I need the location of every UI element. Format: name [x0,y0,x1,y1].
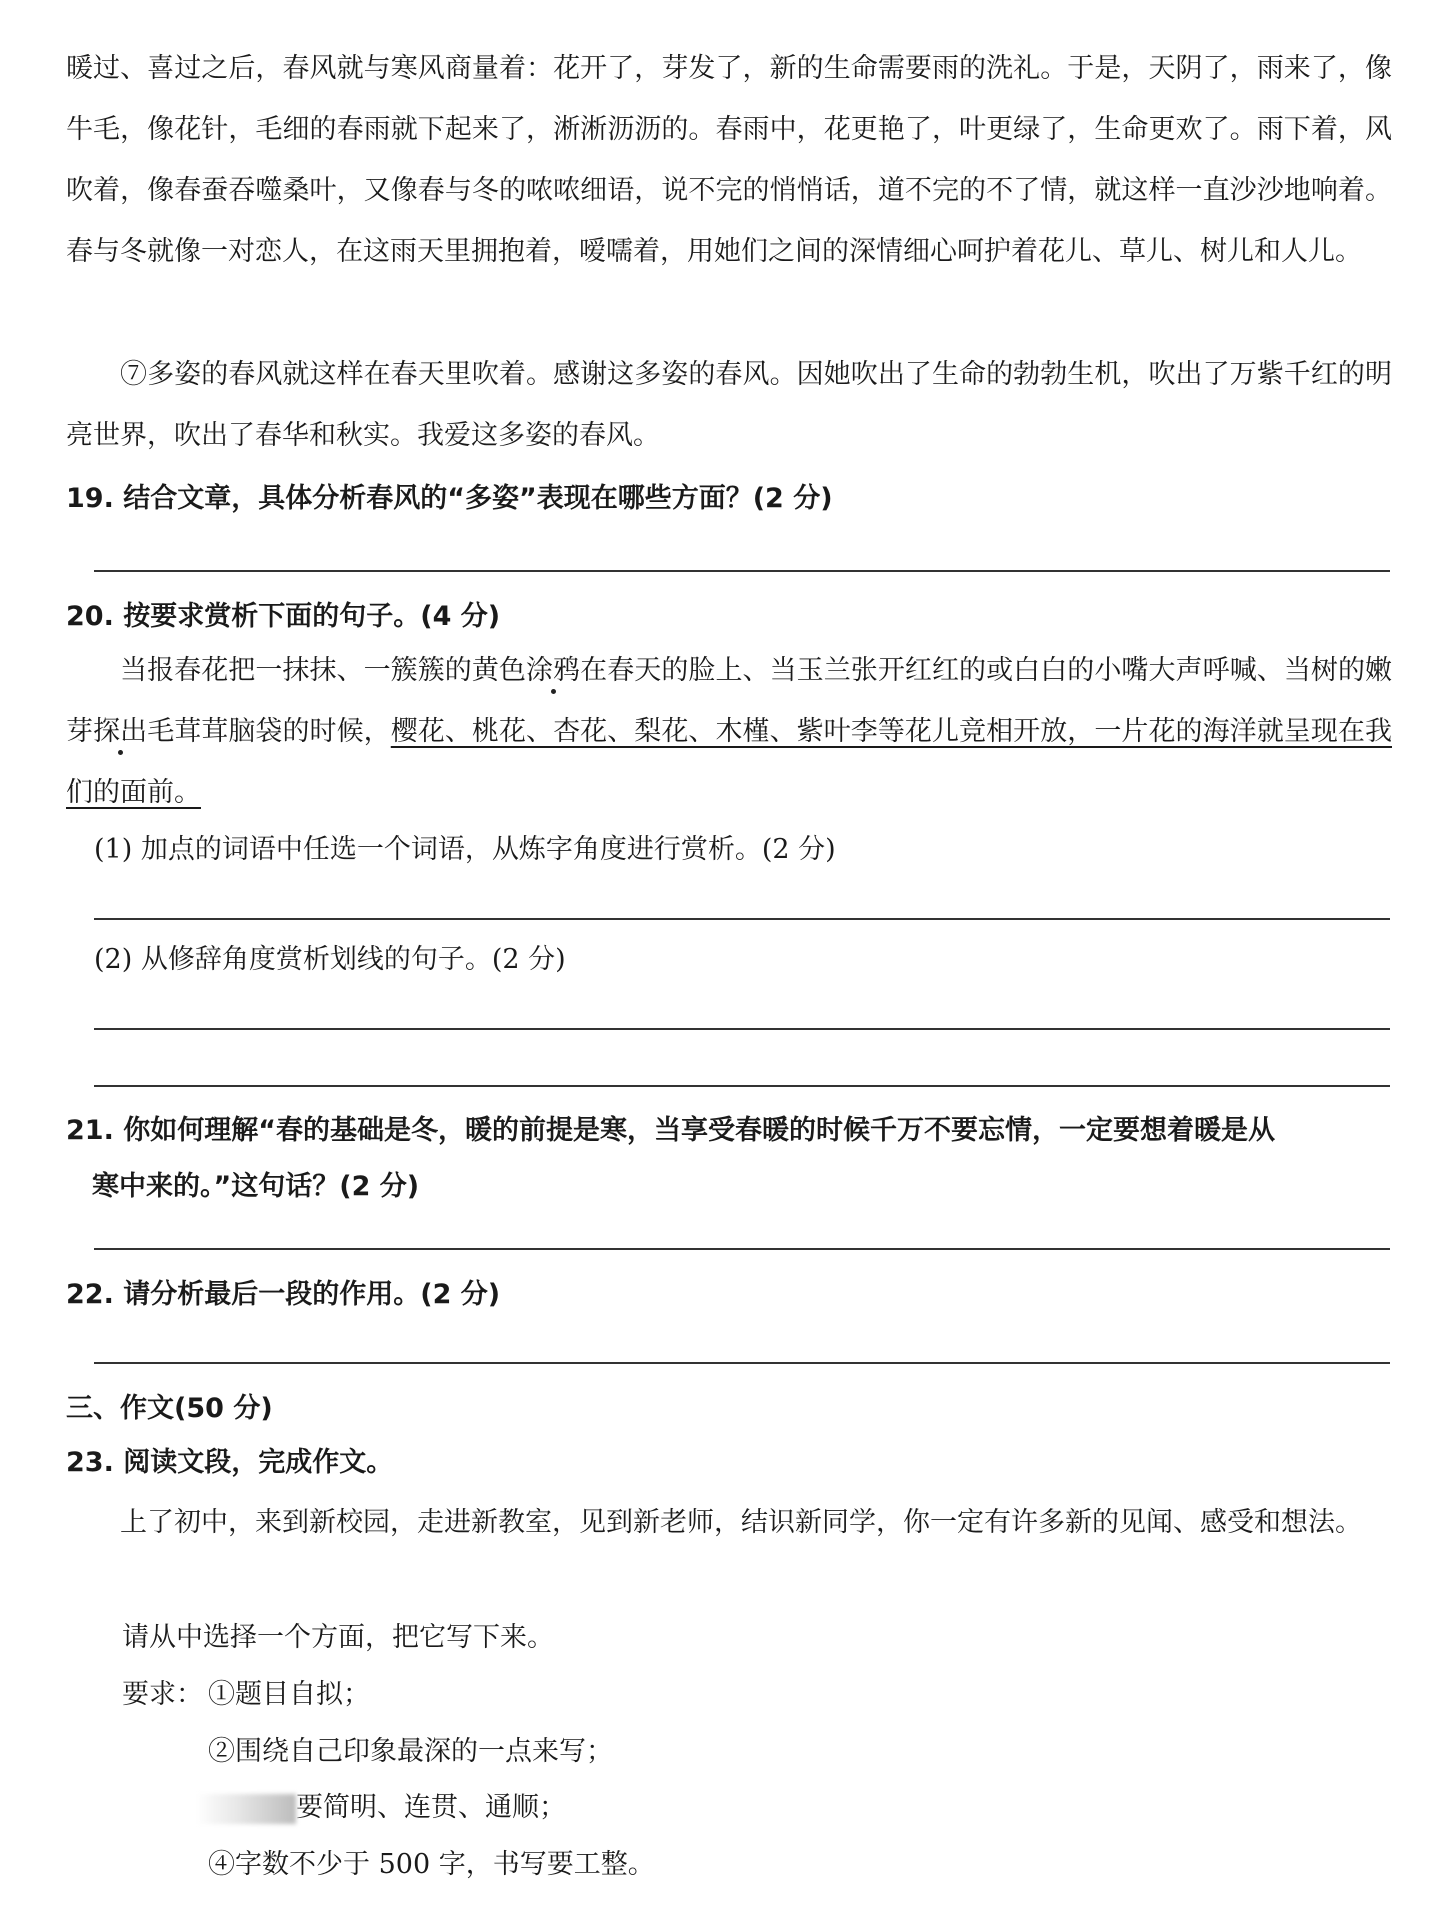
composition-instruction: 请从中选择一个方面，把它写下来。 [122,1622,554,1653]
answer-line-19[interactable] [94,570,1390,572]
sentence-part-c: 毛茸茸脑袋的时候， [147,716,391,747]
answer-line-22[interactable] [94,1362,1390,1364]
section-composition-heading: 三、作文(50 分) [66,1393,273,1424]
question-20: 20. 按要求赏析下面的句子。(4 分) [66,601,501,632]
answer-line-21[interactable] [94,1248,1390,1250]
dotted-word-tuya: 涂鸦 [525,655,581,686]
requirement-2: ②围绕自己印象最深的一点来写； [208,1736,613,1767]
question-20-sub-2: (2) 从修辞角度赏析划线的句子。(2 分) [94,944,566,975]
question-22: 22. 请分析最后一段的作用。(2 分) [66,1279,501,1310]
question-19: 19. 结合文章，具体分析春风的“多姿”表现在哪些方面？(2 分) [66,483,833,514]
underlined-sentence: 樱花、桃花、杏花、梨花、木槿、紫叶李等花儿竞相开放，一片花的海洋就呈现在我们的面前。 [66,716,1392,808]
question-21-line-2: 寒中来的。”这句话？(2 分) [92,1171,420,1202]
passage-paragraph-6: 暖过、喜过之后，春风就与寒风商量着：花开了，芽发了，新的生命需要雨的洗礼。于是，天阴了，雨来了，像牛毛，像花针，毛细的春雨就下起来了，淅淅沥沥的。春雨中，花更艳了，叶更绿了，生命更欢了。雨下着，风吹着，像春蚕吞噬桑叶，又像春与冬的哝哝细语，说不完的悄悄话，道不完的不了情，就这样一直沙沙地响着。春与冬就像一对恋人，在这雨天里拥抱着，嗳嚅着，用她们之间的深情细心呵护着花儿、草儿、树儿和人儿。 [66,53,1392,267]
question-20-sub-1: (1) 加点的词语中任选一个词语，从炼字角度进行赏析。(2 分) [94,834,836,865]
composition-prompt: 上了初中，来到新校园，走进新教室，见到新老师，结识新同学，你一定有许多新的见闻、感受和想法。 [120,1507,1362,1538]
answer-line-20-2b[interactable] [94,1085,1390,1087]
requirement-1: ①题目自拟； [208,1679,370,1710]
sentence-part-b: 在春天的脸上、当玉兰张开红红的或白白的小嘴大声呼喊、当树的嫩芽 [66,655,1393,747]
question-20-sentence [66,640,1392,823]
question-21-line-1: 21. 你如何理解“春的基础是冬，暖的前提是寒，当享受春暖的时候千万不要忘情，一定要想着暖是从 [66,1115,1275,1146]
requirement-3 [196,1788,566,1828]
requirements-label: 要求： [122,1679,203,1710]
sentence-part-a: 当报春花把一抹抹、一簇簇的黄色 [120,655,526,686]
question-23: 23. 阅读文段，完成作文。 [66,1447,394,1478]
requirement-3-text: 要简明、连贯、通顺； [296,1792,566,1823]
passage-paragraph-7: ⑦多姿的春风就这样在春天里吹着。感谢这多姿的春风。因她吹出了生命的勃勃生机，吹出了万紫千红的明亮世界，吹出了春华和秋实。我爱这多姿的春风。 [66,359,1392,451]
blurred-region [196,1794,296,1824]
requirement-4: ④字数不少于 500 字，书写要工整。 [208,1849,655,1880]
answer-line-20-2a[interactable] [94,1028,1390,1030]
dotted-word-tanchu: 探出 [93,716,148,747]
answer-line-20-1[interactable] [94,918,1390,920]
